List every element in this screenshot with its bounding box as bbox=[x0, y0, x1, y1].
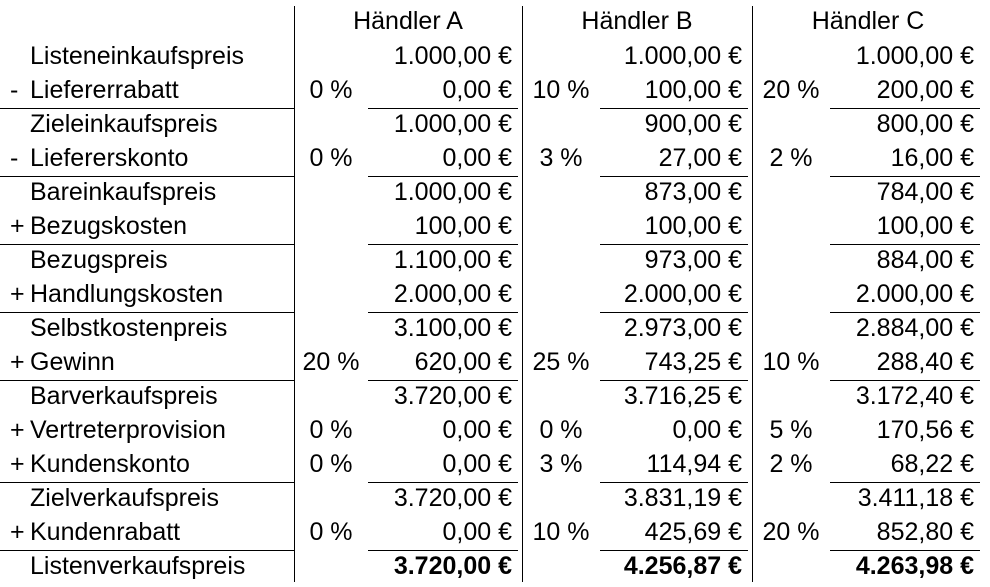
amount-cell: 100,00 € bbox=[644, 212, 742, 240]
row-label: Bezugspreis bbox=[30, 246, 168, 274]
amount-cell: 852,80 € bbox=[876, 518, 974, 546]
percent-cell: 3 % bbox=[539, 450, 583, 478]
percent-cell bbox=[522, 175, 600, 209]
row-label: Handlungskosten bbox=[30, 280, 224, 308]
row-label: Bareinkaufspreis bbox=[30, 178, 217, 206]
total-amount: 4.263,98 € bbox=[855, 552, 974, 580]
amount-cell: 16,00 € bbox=[890, 144, 974, 172]
percent-cell bbox=[522, 379, 600, 413]
row-label: Gewinn bbox=[30, 348, 115, 376]
percent-cell bbox=[522, 549, 600, 583]
amount-cell: 3.831,19 € bbox=[623, 484, 742, 512]
amount-cell: 0,00 € bbox=[672, 416, 742, 444]
row-label: Liefererrabatt bbox=[30, 76, 179, 104]
row-operator: + bbox=[10, 212, 25, 240]
percent-cell bbox=[294, 39, 368, 73]
amount-cell: 620,00 € bbox=[414, 348, 512, 376]
total-amount: 4.256,87 € bbox=[623, 552, 742, 580]
percent-cell: 10 % bbox=[532, 518, 590, 546]
row-label: Zieleinkaufspreis bbox=[30, 110, 218, 138]
percent-cell: 5 % bbox=[769, 416, 813, 444]
percent-cell bbox=[752, 379, 830, 413]
amount-cell: 100,00 € bbox=[876, 212, 974, 240]
percent-cell bbox=[752, 549, 830, 583]
row-operator: + bbox=[10, 518, 25, 546]
amount-cell: 0,00 € bbox=[442, 144, 512, 172]
amount-cell: 0,00 € bbox=[442, 416, 512, 444]
row-label: Zielverkaufspreis bbox=[30, 484, 219, 512]
row-operator: + bbox=[10, 348, 25, 376]
column-header-haendler-c: Händler C bbox=[811, 7, 925, 35]
amount-cell: 3.172,40 € bbox=[855, 382, 974, 410]
row-label: Bezugskosten bbox=[30, 212, 188, 240]
amount-cell: 884,00 € bbox=[876, 246, 974, 274]
amount-cell: 0,00 € bbox=[442, 518, 512, 546]
amount-cell: 68,22 € bbox=[890, 450, 974, 478]
percent-cell bbox=[522, 39, 600, 73]
amount-cell: 873,00 € bbox=[644, 178, 742, 206]
row-label: Selbstkostenpreis bbox=[30, 314, 228, 342]
percent-cell: 10 % bbox=[762, 348, 820, 376]
percent-cell bbox=[752, 277, 830, 311]
amount-cell: 2.884,00 € bbox=[855, 314, 974, 342]
amount-cell: 2.000,00 € bbox=[393, 280, 512, 308]
amount-cell: 743,25 € bbox=[644, 348, 742, 376]
percent-cell: 3 % bbox=[539, 144, 583, 172]
amount-cell: 800,00 € bbox=[876, 110, 974, 138]
amount-cell: 973,00 € bbox=[644, 246, 742, 274]
row-label: Vertreterprovision bbox=[30, 416, 226, 444]
amount-cell: 3.720,00 € bbox=[393, 382, 512, 410]
percent-cell: 0 % bbox=[309, 76, 353, 104]
amount-cell: 784,00 € bbox=[876, 178, 974, 206]
amount-cell: 1.100,00 € bbox=[393, 246, 512, 274]
amount-cell: 0,00 € bbox=[442, 450, 512, 478]
percent-cell bbox=[294, 243, 368, 277]
column-header-haendler-b: Händler B bbox=[581, 7, 693, 35]
percent-cell: 0 % bbox=[309, 416, 353, 444]
percent-cell bbox=[752, 311, 830, 345]
percent-cell bbox=[294, 549, 368, 583]
column-header-haendler-a: Händler A bbox=[353, 7, 463, 35]
row-label: Kundenrabatt bbox=[30, 518, 181, 546]
percent-cell bbox=[294, 379, 368, 413]
percent-cell bbox=[752, 39, 830, 73]
percent-cell bbox=[752, 209, 830, 243]
amount-cell: 1.000,00 € bbox=[855, 42, 974, 70]
row-label: Kundenskonto bbox=[30, 450, 190, 478]
amount-cell: 2.000,00 € bbox=[623, 280, 742, 308]
row-operator: - bbox=[10, 76, 19, 104]
amount-cell: 27,00 € bbox=[658, 144, 742, 172]
amount-cell: 1.000,00 € bbox=[623, 42, 742, 70]
row-label: Liefererskonto bbox=[30, 144, 189, 172]
percent-cell: 2 % bbox=[769, 144, 813, 172]
amount-cell: 0,00 € bbox=[442, 76, 512, 104]
row-operator: + bbox=[10, 280, 25, 308]
percent-cell: 0 % bbox=[309, 518, 353, 546]
percent-cell: 0 % bbox=[309, 144, 353, 172]
percent-cell: 20 % bbox=[762, 518, 820, 546]
row-operator: + bbox=[10, 450, 25, 478]
amount-cell: 3.716,25 € bbox=[623, 382, 742, 410]
amount-cell: 1.000,00 € bbox=[393, 110, 512, 138]
amount-cell: 114,94 € bbox=[646, 450, 742, 478]
amount-cell: 100,00 € bbox=[414, 212, 512, 240]
percent-cell bbox=[522, 481, 600, 515]
percent-cell bbox=[522, 277, 600, 311]
percent-cell: 10 % bbox=[532, 76, 590, 104]
percent-cell bbox=[294, 175, 368, 209]
amount-cell: 425,69 € bbox=[644, 518, 742, 546]
percent-cell: 0 % bbox=[309, 450, 353, 478]
amount-cell: 170,56 € bbox=[876, 416, 974, 444]
amount-cell: 2.000,00 € bbox=[855, 280, 974, 308]
percent-cell bbox=[294, 481, 368, 515]
percent-cell bbox=[752, 175, 830, 209]
amount-cell: 900,00 € bbox=[644, 110, 742, 138]
percent-cell bbox=[294, 311, 368, 345]
amount-cell: 1.000,00 € bbox=[393, 178, 512, 206]
total-amount: 3.720,00 € bbox=[393, 552, 512, 580]
amount-cell: 3.720,00 € bbox=[393, 484, 512, 512]
percent-cell bbox=[294, 277, 368, 311]
amount-cell: 3.100,00 € bbox=[393, 314, 512, 342]
amount-cell: 1.000,00 € bbox=[393, 42, 512, 70]
row-label: Listeneinkaufspreis bbox=[30, 42, 245, 70]
row-label: Barverkaufspreis bbox=[30, 382, 218, 410]
amount-cell: 288,40 € bbox=[876, 348, 974, 376]
row-operator: + bbox=[10, 416, 25, 444]
percent-cell bbox=[522, 311, 600, 345]
percent-cell bbox=[522, 209, 600, 243]
percent-cell bbox=[522, 243, 600, 277]
percent-cell bbox=[294, 209, 368, 243]
percent-cell bbox=[752, 243, 830, 277]
percent-cell: 20 % bbox=[302, 348, 360, 376]
percent-cell: 2 % bbox=[769, 450, 813, 478]
amount-cell: 2.973,00 € bbox=[623, 314, 742, 342]
percent-cell bbox=[522, 107, 600, 141]
percent-cell: 0 % bbox=[539, 416, 583, 444]
row-operator: - bbox=[10, 144, 19, 172]
percent-cell: 20 % bbox=[762, 76, 820, 104]
row-label: Listenverkaufspreis bbox=[30, 552, 246, 580]
percent-cell bbox=[294, 107, 368, 141]
amount-cell: 200,00 € bbox=[876, 76, 974, 104]
percent-cell: 25 % bbox=[532, 348, 590, 376]
amount-cell: 100,00 € bbox=[644, 76, 742, 104]
percent-cell bbox=[752, 107, 830, 141]
percent-cell bbox=[752, 481, 830, 515]
amount-cell: 3.411,18 € bbox=[857, 484, 974, 512]
